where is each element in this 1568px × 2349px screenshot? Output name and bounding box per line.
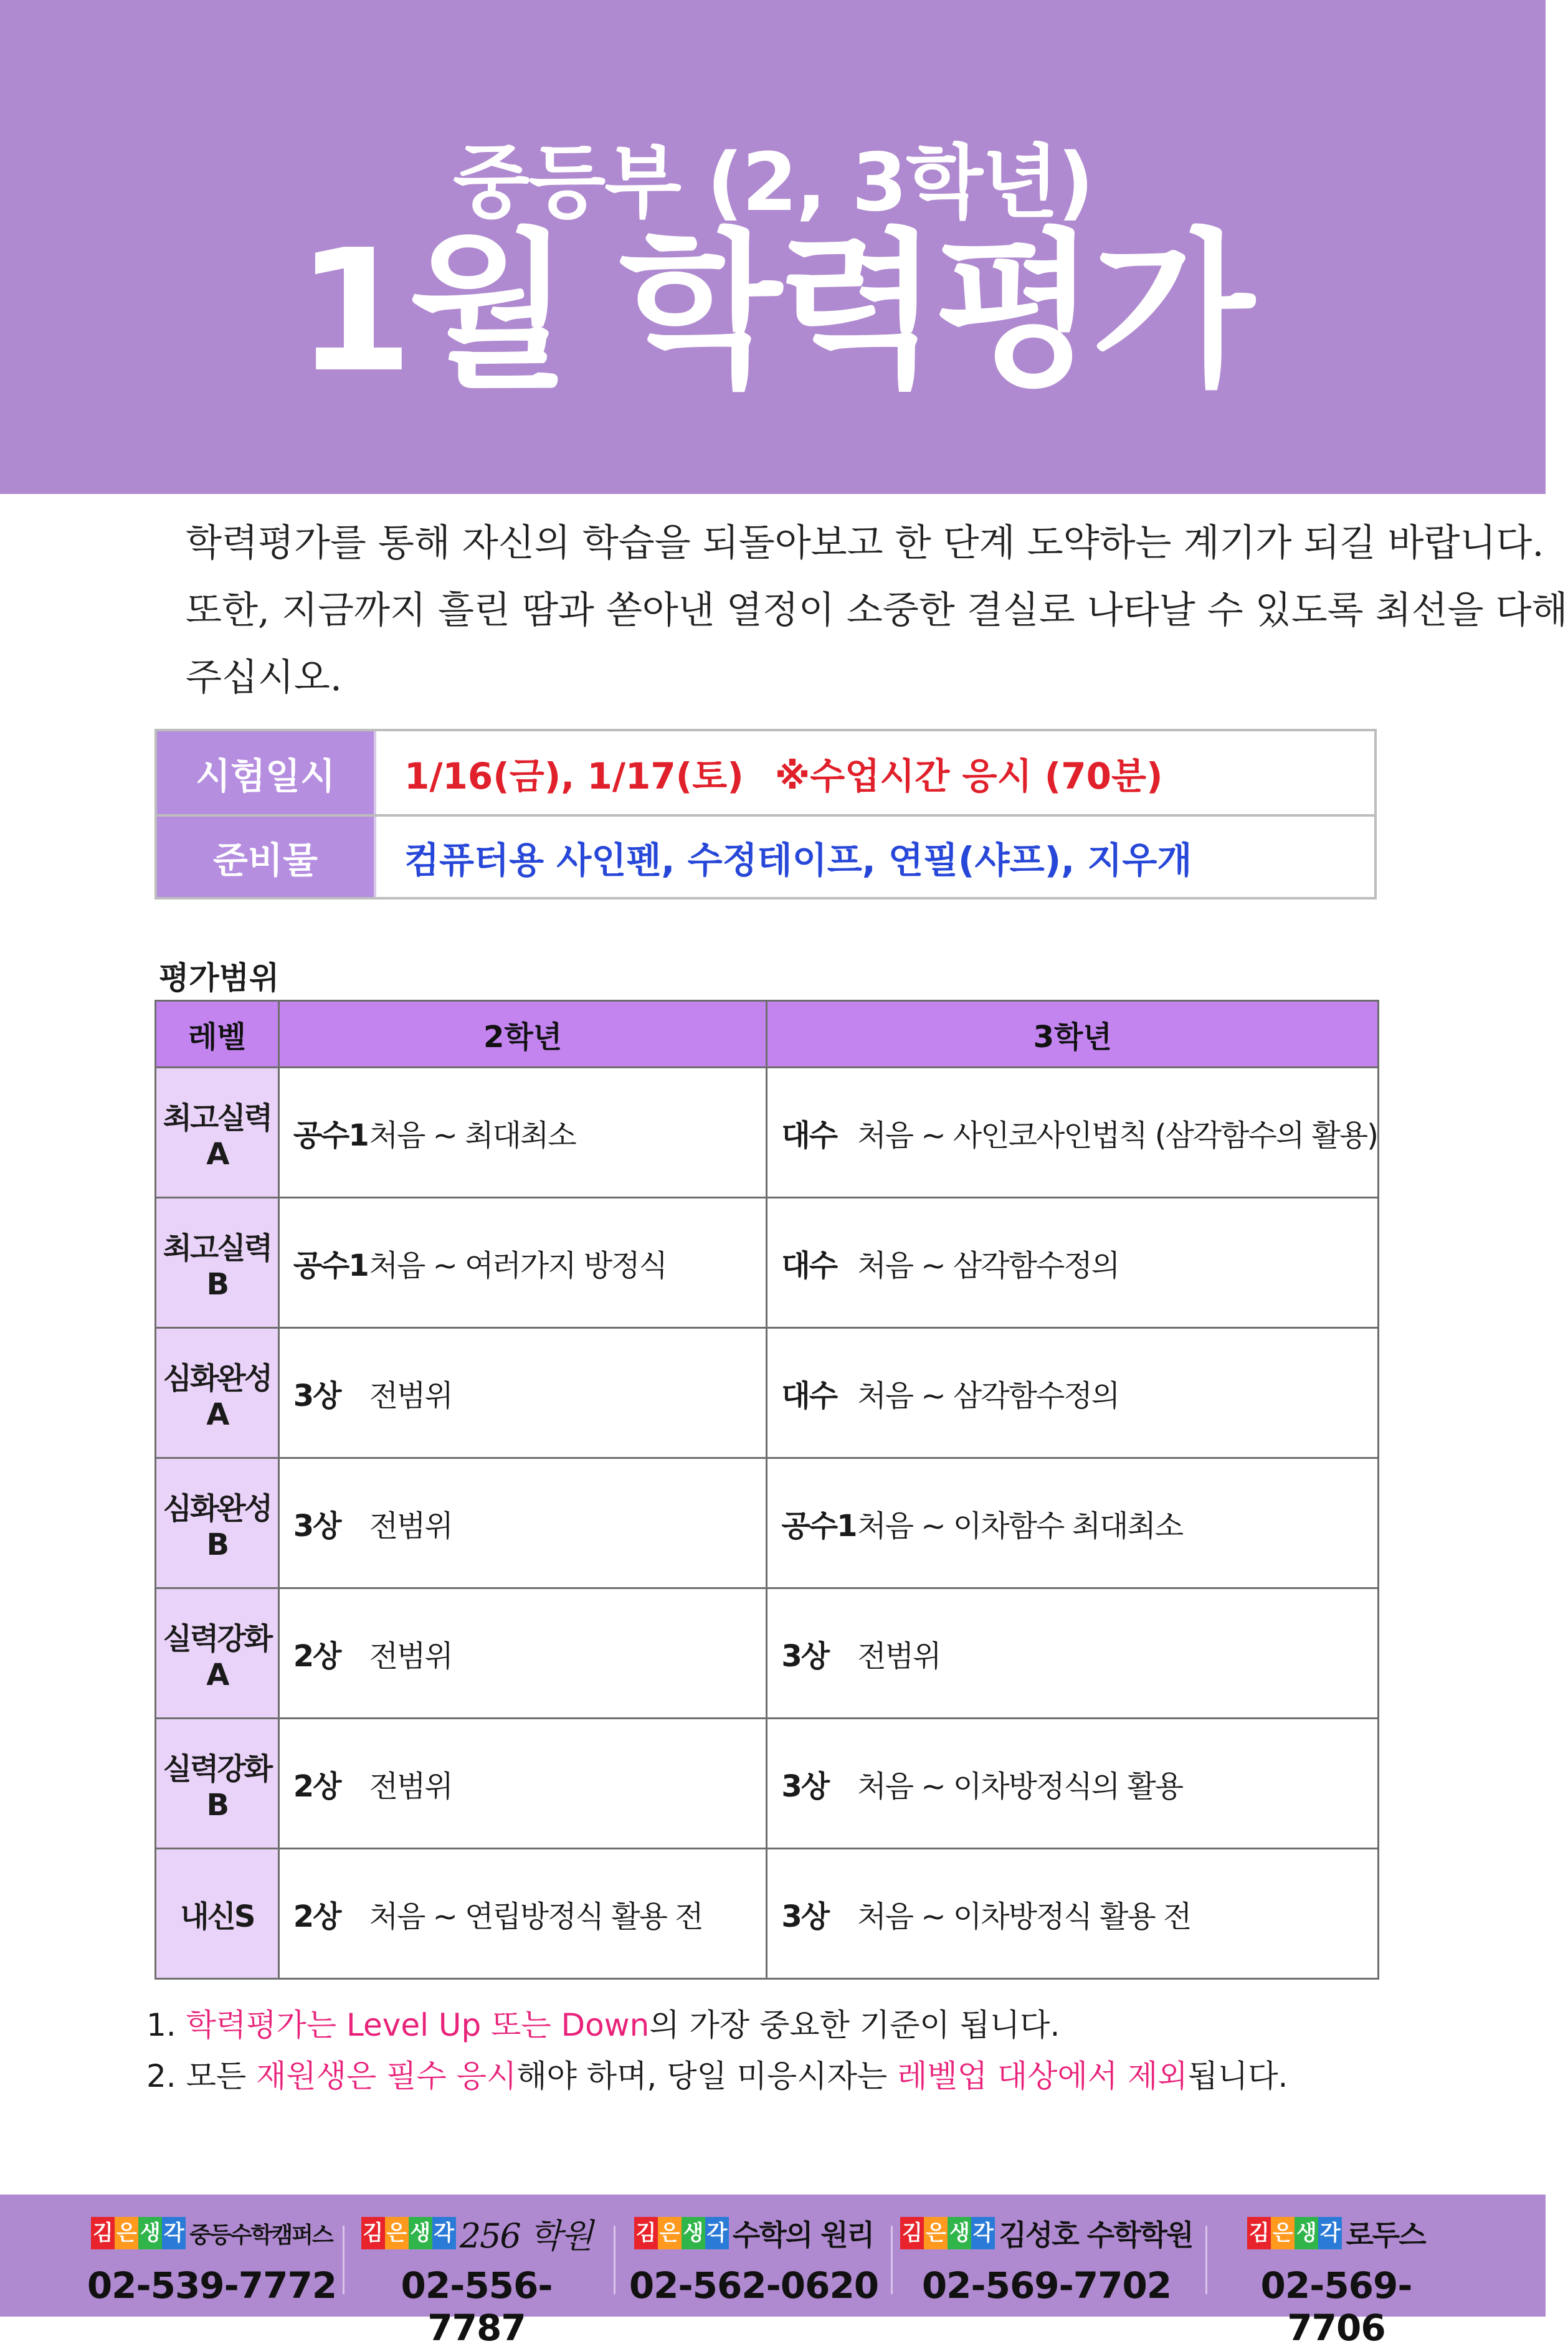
note-number: 2. <box>146 2058 176 2094</box>
branch-3 <box>623 2195 885 2317</box>
scope: 전범위 <box>369 1508 452 1544</box>
subject: 공수1 <box>293 1248 368 1283</box>
exam-date-note: ※수업시간 응시 (70분) <box>774 754 1163 797</box>
scope: 처음 ~ 삼각함수정의 <box>857 1248 1119 1283</box>
level-cell: 심화완성A <box>156 1328 279 1458</box>
branch-1 <box>81 2195 343 2317</box>
brand-logo: 김 은 생 각 <box>1247 2217 1342 2249</box>
brand-logo: 김 은 생 각 <box>91 2217 186 2249</box>
brand-logo: 김 은 생 각 <box>361 2217 456 2249</box>
range-row <box>156 1068 1379 1198</box>
subject: 3상 <box>781 1638 829 1674</box>
grade3-cell <box>767 1458 1379 1588</box>
note-text: 의 가장 중요한 기준이 됩니다. <box>649 2007 1060 2043</box>
level-cell: 내신S <box>156 1849 279 1979</box>
grade3-cell <box>767 1719 1379 1849</box>
grade2-cell <box>278 1068 767 1198</box>
branch-name: 중등수학캠퍼스 <box>189 2222 333 2248</box>
scope: 전범위 <box>369 1768 452 1804</box>
intro-line: 학력평가를 통해 자신의 학습을 되돌아보고 한 단계 도약하는 계기가 되길 바랍니다. <box>186 521 1544 565</box>
scope: 처음 ~ 여러가지 방정식 <box>369 1248 667 1283</box>
level-cell: 최고실력B <box>156 1198 279 1328</box>
subject: 공수1 <box>293 1118 368 1153</box>
exam-date-value <box>376 731 1374 814</box>
note-text: 모든 <box>186 2058 257 2094</box>
note-highlight: 레벨업 대상에서 제외 <box>897 2058 1188 2094</box>
scope: 처음 ~ 삼각함수정의 <box>857 1378 1119 1413</box>
grade2-cell <box>278 1719 767 1849</box>
branch-phone: 02-569-7706 <box>1260 2264 1412 2349</box>
scope: 전범위 <box>369 1638 452 1674</box>
grade3-cell <box>767 1068 1379 1198</box>
intro-line: 주십시오. <box>186 656 342 700</box>
grade2-cell <box>278 1328 767 1458</box>
range-row <box>156 1328 1379 1458</box>
exam-date: 1/16(금), 1/17(토) <box>404 754 744 797</box>
exam-info-table <box>154 729 1377 899</box>
scope: 처음 ~ 사인코사인법칙 (삼각함수의 활용) <box>857 1118 1377 1153</box>
page-title: 1월 학력평가 <box>296 213 1250 409</box>
subject: 대수 <box>781 1248 837 1283</box>
subject: 3상 <box>293 1508 341 1544</box>
scope: 처음 ~ 이차방정식 활용 전 <box>857 1899 1191 1934</box>
scope: 전범위 <box>369 1378 452 1413</box>
branch-5 <box>1215 2195 1458 2349</box>
scope: 처음 ~ 최대최소 <box>369 1118 576 1153</box>
footer <box>0 2195 1546 2349</box>
subject: 2상 <box>293 1638 341 1674</box>
grade3-cell <box>767 1849 1379 1979</box>
branch-phone: 02-569-7702 <box>921 2264 1172 2307</box>
subject: 2상 <box>293 1899 341 1934</box>
grade3-cell <box>767 1588 1379 1719</box>
range-row <box>156 1198 1379 1328</box>
header-grade2: 2학년 <box>278 1001 767 1068</box>
subject: 3상 <box>781 1899 829 1934</box>
level-cell: 실력강화B <box>156 1719 279 1849</box>
range-row <box>156 1719 1379 1849</box>
intro-text <box>186 510 1568 711</box>
grade2-cell <box>278 1198 767 1328</box>
note-highlight: 학력평가는 Level Up 또는 Down <box>186 2007 650 2043</box>
level-cell: 최고실력A <box>156 1068 279 1198</box>
branch-phone: 02-556-7787 <box>401 2264 553 2349</box>
scope: 처음 ~ 연립방정식 활용 전 <box>369 1899 703 1934</box>
grade2-cell <box>278 1849 767 1979</box>
supplies-row <box>157 814 1374 897</box>
level-cell: 심화완성B <box>156 1458 279 1588</box>
level-cell: 실력강화A <box>156 1588 279 1719</box>
supplies-label: 준비물 <box>157 817 376 897</box>
notes <box>146 2000 1288 2102</box>
note-text: 됩니다. <box>1187 2058 1288 2094</box>
header-level: 레벨 <box>156 1001 279 1068</box>
scope: 전범위 <box>857 1638 941 1674</box>
header-grade3: 3학년 <box>767 1001 1379 1068</box>
brand-logo: 김 은 생 각 <box>900 2217 995 2249</box>
note-number: 1. <box>146 2007 176 2043</box>
range-table <box>154 1000 1379 1980</box>
branch-phone: 02-562-0620 <box>629 2264 879 2307</box>
range-row <box>156 1849 1379 1979</box>
brand-logo: 김 은 생 각 <box>634 2217 729 2249</box>
note-2 <box>146 2051 1288 2102</box>
range-title: 평가범위 <box>159 960 280 996</box>
note-text: 해야 하며, 당일 미응시자는 <box>516 2058 898 2094</box>
subject: 3상 <box>781 1768 829 1804</box>
grade2-cell <box>278 1588 767 1719</box>
branch-phone: 02-539-7772 <box>87 2264 337 2307</box>
page-subtitle: 중등부 (2, 3학년) <box>452 136 1093 229</box>
exam-date-row <box>157 731 1374 814</box>
subject: 대수 <box>781 1378 837 1413</box>
scope: 처음 ~ 이차함수 최대최소 <box>857 1508 1183 1544</box>
branch-2 <box>355 2195 598 2349</box>
intro-line: 또한, 지금까지 흘린 땀과 쏟아낸 열정이 소중한 결실로 나타날 수 있도록 최선을 다해 <box>186 589 1568 632</box>
branch-name: 수학의 원리 <box>732 2218 874 2252</box>
branch-name: 256 학원 <box>459 2216 592 2256</box>
note-1 <box>146 2000 1288 2051</box>
grade3-cell <box>767 1198 1379 1328</box>
subject: 대수 <box>781 1118 837 1153</box>
subject: 2상 <box>293 1768 341 1804</box>
supplies-value: 컴퓨터용 사인펜, 수정테이프, 연필(샤프), 지우개 <box>404 838 1192 881</box>
subject: 공수1 <box>781 1508 857 1544</box>
range-header-row <box>156 1001 1379 1068</box>
note-highlight: 재원생은 필수 응시 <box>256 2058 517 2094</box>
exam-date-label: 시험일시 <box>157 731 376 814</box>
header-banner <box>0 0 1546 494</box>
branch-4 <box>897 2195 1196 2317</box>
branch-name: 김성호 수학학원 <box>999 2218 1193 2252</box>
grade3-cell <box>767 1328 1379 1458</box>
range-row <box>156 1588 1379 1719</box>
grade2-cell <box>278 1458 767 1588</box>
range-row <box>156 1458 1379 1588</box>
scope: 처음 ~ 이차방정식의 활용 <box>857 1768 1183 1804</box>
subject: 3상 <box>293 1378 341 1413</box>
branch-name: 로두스 <box>1346 2218 1425 2252</box>
